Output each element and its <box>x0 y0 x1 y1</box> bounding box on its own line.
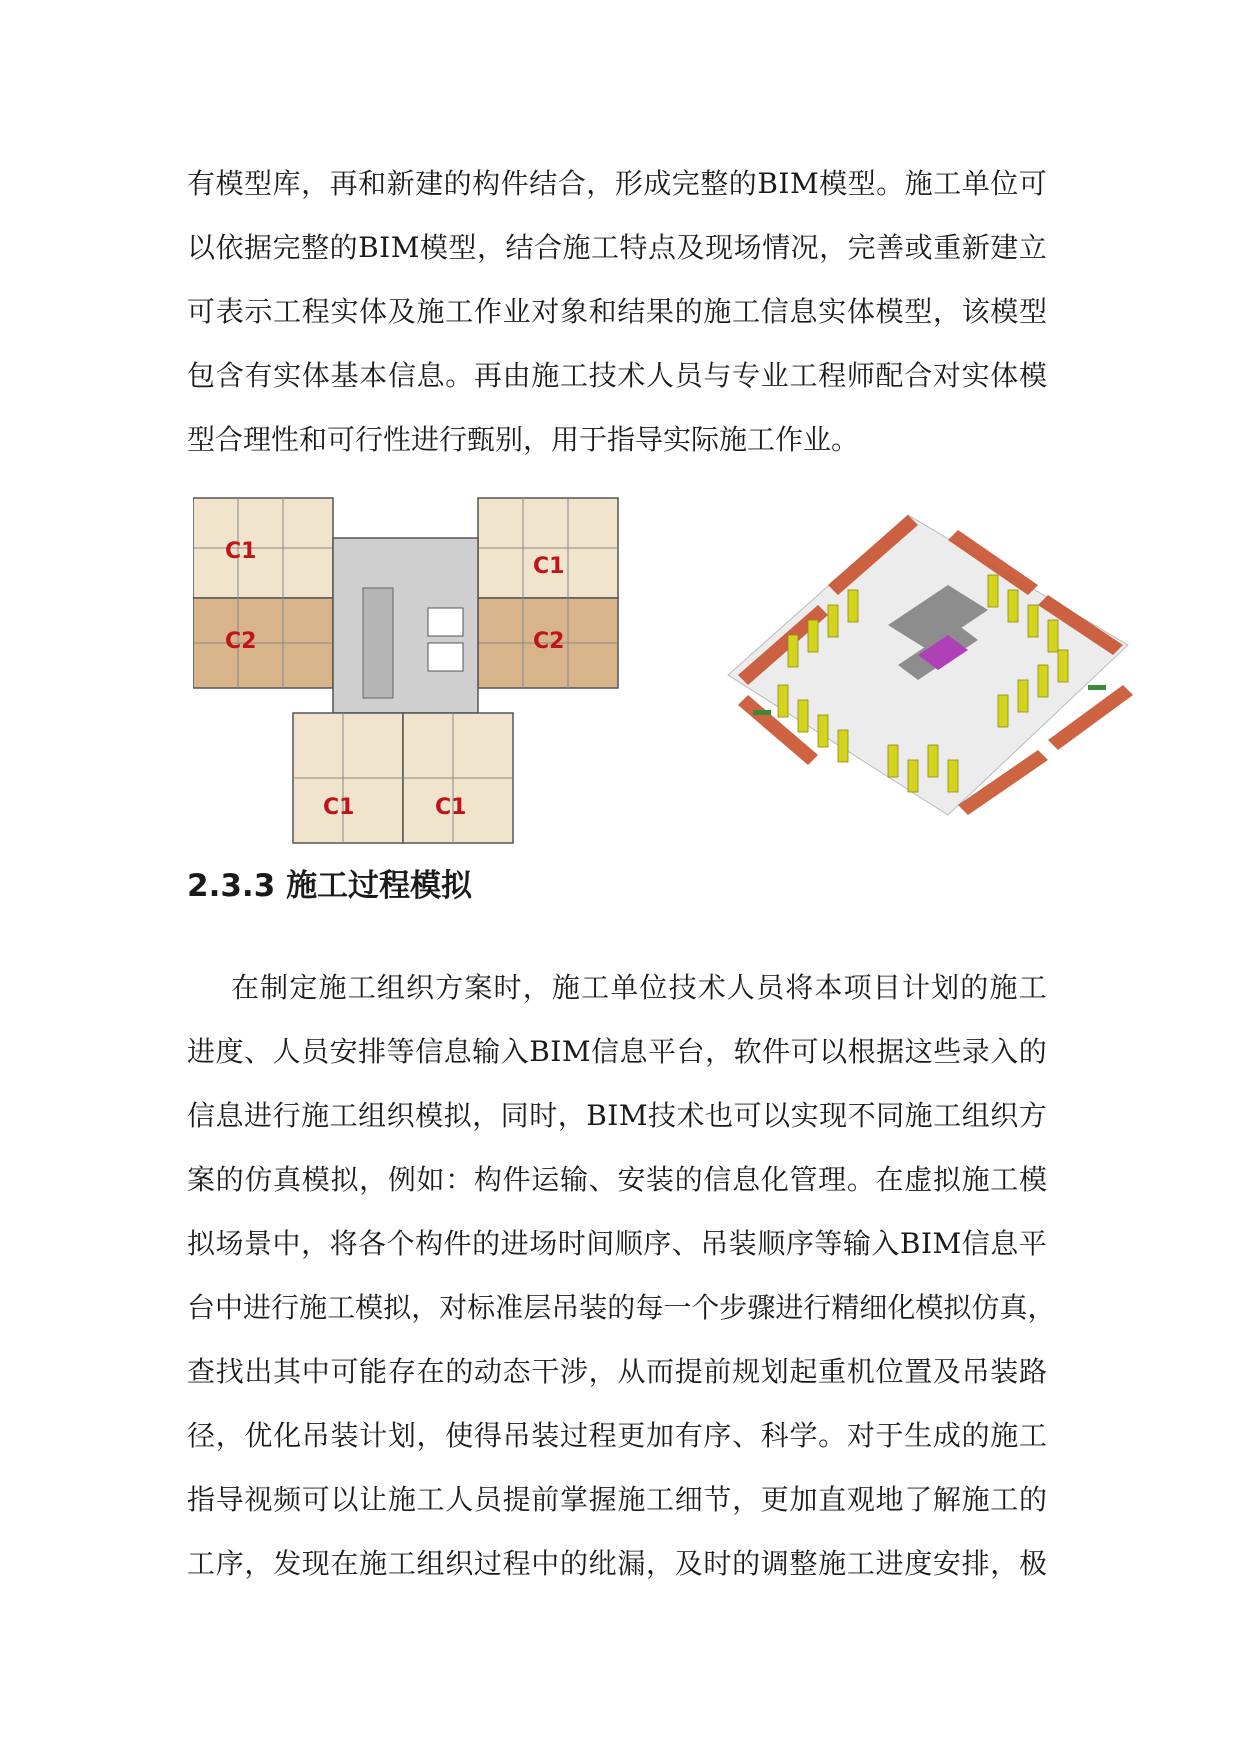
bim-3d-model-render <box>718 500 1138 830</box>
paragraph-line: 指 导 视 频 可 以 让 施 工 人 员 提 前 掌 握 施 工 细 节 ， 更 加 直 观 地 了 解 施 工 的 <box>187 1483 1047 1516</box>
paragraph-line: 台 中 进 行 施 工 模 拟 ， 对 标 准 层 吊 装 的 每 一 个 步 骤 进 行 精 细 化 模 拟 仿 真 ， <box>187 1291 1056 1324</box>
section-number: 2.3.3 <box>187 868 276 904</box>
paragraph-line: 以 依 据 完 整 的 B I M 模 型 ， 结 合 施 工 特 点 及 现 场 情 况 ， 完 善 或 重 新 建 立 <box>187 231 1047 264</box>
paragraph-line: 案 的 仿 真 模 拟 ， 例 如 ： 构 件 运 输 、 安 装 的 信 息 化 管 理 。 在 虚 拟 施 工 模 <box>187 1163 1047 1196</box>
paragraph-line: 在 制 定 施 工 组 织 方 案 时 ， 施 工 单 位 技 术 人 员 将 本 项 目 计 划 的 施 工 <box>231 971 1047 1004</box>
paragraph-line: 可 表 示 工 程 实 体 及 施 工 作 业 对 象 和 结 果 的 施 工 信 息 实 体 模 型 ， 该 模 型 <box>187 295 1047 328</box>
plan-label: C1 <box>323 795 355 820</box>
floor-plan-figure <box>193 478 681 860</box>
paragraph-1 <box>187 152 1047 472</box>
paragraph-line: 拟 场 景 中 ， 将 各 个 构 件 的 进 场 时 间 顺 序 、 吊 装 顺 序 等 输 入 B I M 信 息 平 <box>187 1227 1047 1260</box>
plan-label: C1 <box>533 554 565 579</box>
section-heading <box>187 862 472 910</box>
paragraph-line: 型合理性和可行性进行甄别，用于指导实际施工作业。 <box>187 423 860 456</box>
plan-label: C2 <box>225 629 257 654</box>
section-title: 施工过程模拟 <box>286 868 473 904</box>
plan-label: C1 <box>435 795 467 820</box>
paragraph-line: 有 模 型 库 ， 再 和 新 建 的 构 件 结 合 ， 形 成 完 整 的 B I M 模 型 。 施 工 单 位 可 <box>187 167 1047 200</box>
plan-label: C2 <box>533 629 565 654</box>
plan-label: C1 <box>225 539 257 564</box>
paragraph-line: 进 度 、 人 员 安 排 等 信 息 输 入 B I M 信 息 平 台 ， 软 件 可 以 根 据 这 些 录 入 的 <box>187 1035 1047 1068</box>
paragraph-line: 包 含 有 实 体 基 本 信 息 。 再 由 施 工 技 术 人 员 与 专 业 工 程 师 配 合 对 实 体 模 <box>187 359 1047 392</box>
paragraph-line: 径 ， 优 化 吊 装 计 划 ， 使 得 吊 装 过 程 更 加 有 序 、 科 学 。 对 于 生 成 的 施 工 <box>187 1419 1047 1452</box>
paragraph-line: 信 息 进 行 施 工 组 织 模 拟 ， 同 时 ， B I M 技 术 也 可 以 实 现 不 同 施 工 组 织 方 <box>187 1099 1047 1132</box>
paragraph-line: 工 序 ， 发 现 在 施 工 组 织 过 程 中 的 纰 漏 ， 及 时 的 调 整 施 工 进 度 安 排 ， 极 <box>187 1547 1047 1580</box>
paragraph-line: 查 找 出 其 中 可 能 存 在 的 动 态 干 涉 ， 从 而 提 前 规 划 起 重 机 位 置 及 吊 装 路 <box>187 1355 1047 1388</box>
paragraph-2 <box>187 956 1056 1596</box>
